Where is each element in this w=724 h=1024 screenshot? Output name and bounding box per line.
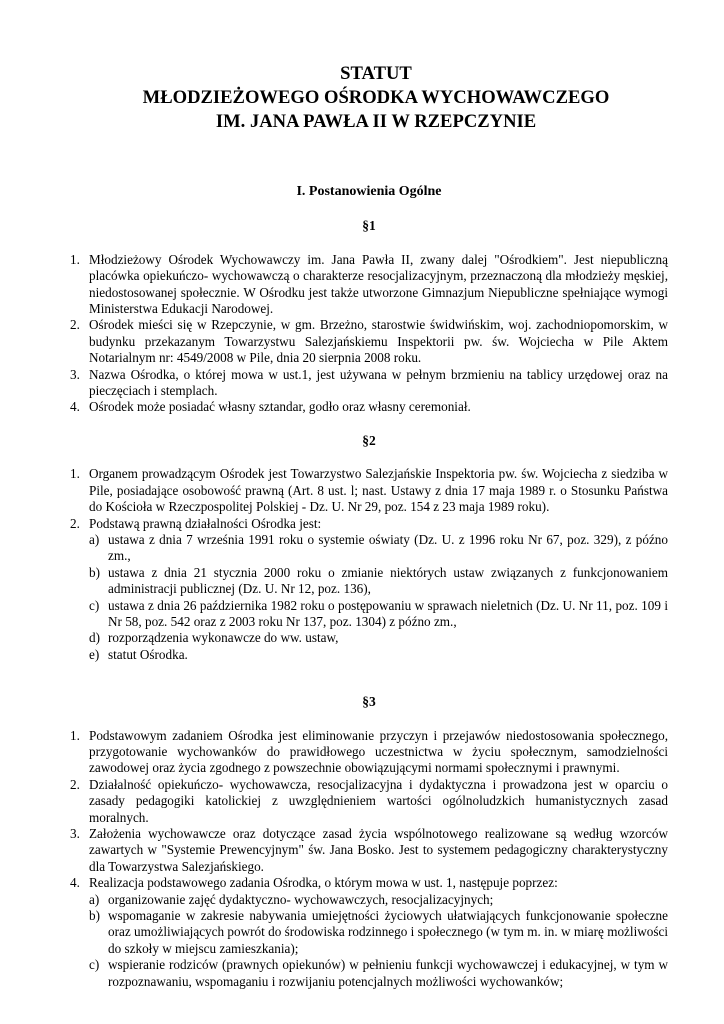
- sub-list-item: [89, 892, 668, 908]
- sub-item-text: ustawa z dnia 7 września 1991 roku o systemie oświaty (Dz. U. z 1996 roku Nr 67, poz. 329), z późno zm.,: [108, 531, 668, 564]
- list-item: [70, 516, 668, 664]
- paragraph-1-list: [70, 252, 668, 416]
- sub-list-item: [89, 598, 668, 631]
- list-item: [70, 466, 668, 515]
- item-number: 2.: [70, 776, 80, 792]
- list-item: [70, 317, 668, 366]
- sub-list-item: [89, 565, 668, 598]
- item-number: 2.: [70, 317, 80, 333]
- list-item: [70, 252, 668, 318]
- item-letter: c): [89, 957, 100, 973]
- list-item: [70, 367, 668, 400]
- sub-list-item: [89, 647, 668, 663]
- document-title: [84, 62, 668, 134]
- title-line-3: IM. JANA PAWŁA II W RZEPCZYNIE: [215, 111, 537, 132]
- item-text: Młodzieżowy Ośrodek Wychowawczy im. Jana Pawła II, zwany dalej "Ośrodkiem". Jest niepubliczną placówka opiekuńczo- wychowawczą o charakterze resocjalizacyjnym, przeznaczoną dla młodzieży męskiej, niedostosowanej społecznie. W Ośrodku jest także utworzone Gimnazjum Niepubliczne spełniające wymogi Ministerstwa Edukacji Narodowej.: [89, 251, 668, 317]
- sub-list-item: [89, 957, 668, 990]
- item-letter: b): [89, 908, 100, 924]
- item-number: 1.: [70, 727, 80, 743]
- title-line-1: STATUT: [340, 63, 412, 84]
- item-letter: a): [89, 891, 100, 907]
- list-item: [70, 399, 668, 415]
- sub-list-item: [89, 532, 668, 565]
- item-text: Nazwa Ośrodka, o której mowa w ust.1, jest używana w pełnym brzmieniu na tablicy urzędowej oraz na pieczęciach i stemplach.: [89, 366, 668, 399]
- item-letter: c): [89, 597, 100, 613]
- item-letter: b): [89, 564, 100, 580]
- item-number: 1.: [70, 466, 80, 482]
- item-number: 2.: [70, 515, 80, 531]
- sub-item-text: wspieranie rodziców (prawnych opiekunów) w pełnieniu funkcji wychowawczej i edukacyjnej, w tym w rozpoznawaniu, wspomaganiu i rozwijaniu potencjalnych możliwości wychowanków;: [108, 957, 668, 989]
- item-text: Ośrodek mieści się w Rzepczynie, w gm. Brzeżno, starostwie świdwińskim, woj. zachodniopomorskim, w budynku przekazanym Towarzystwu Salezjańskiemu Inspektorii pw. św. Wojciecha w Pile Aktem Notarialnym nr: 4549/2008 w Pile, dnia 20 sierpnia 2008 roku.: [89, 317, 668, 366]
- sub-item-text: rozporządzenia wykonawcze do ww. ustaw,: [108, 630, 339, 646]
- item-letter: a): [89, 531, 100, 547]
- item-number: 3.: [70, 826, 80, 841]
- paragraph-heading-3: §3: [362, 694, 376, 710]
- item-number: 4.: [70, 875, 80, 891]
- list-item: [70, 777, 668, 826]
- sub-item-text: wspomaganie w zakresie nabywania umiejętności życiowych ułatwiających funkcjonowanie społeczne oraz umożliwiających powrót do środowiska rodzinnego i społecznego (w tym m. in. w miarę możliwości do szkoły w miejscu zamieszkania);: [108, 908, 668, 956]
- sub-item-text: ustawa z dnia 26 października 1982 roku o postępowaniu w sprawach nieletnich (Dz. U. Nr 11, poz. 109 i Nr 58, poz. 542 oraz z 2003 roku Nr 137, poz. 1304) z późno zm.,: [108, 597, 668, 629]
- item-text: Realizacja podstawowego zadania Ośrodka, o którym mowa w ust. 1, następuje poprzez:: [89, 875, 558, 891]
- item-text: Założenia wychowawcze oraz dotyczące zasad życia wspólnotowego realizowane są według wzorców zawartych w "Systemie Prewencyjnym" św. Jana Bosko. Jest to systemem pedagogiczny charakterystyczny dla Towarzystwa Salezjańskiego.: [89, 826, 668, 874]
- item-text: Działalność opiekuńczo- wychowawcza, resocjalizacyjna i dydaktyczna i prowadzona jest w oparciu o zasady pedagogiki katolickiej z uwzględnieniem wartości ogólnoludzkich humanistycznych zasad moralnych.: [89, 776, 668, 825]
- sub-list: [89, 532, 668, 663]
- item-letter: d): [89, 630, 100, 646]
- item-text: Ośrodek może posiadać własny sztandar, godło oraz własny ceremoniał.: [89, 399, 471, 415]
- item-letter: e): [89, 646, 100, 662]
- paragraph-heading-2: §2: [362, 432, 376, 448]
- title-line-2: MŁODZIEŻOWEGO OŚRODKA WYCHOWAWCZEGO: [142, 87, 610, 108]
- sub-list: [89, 892, 668, 990]
- list-item: [70, 728, 668, 777]
- sub-item-text: ustawa z dnia 21 stycznia 2000 roku o zmianie niektórych ustaw związanych z funkcjonowaniem administracji publicznej (Dz. U. Nr 12, poz. 136),: [108, 564, 668, 597]
- item-text: Podstawą prawną działalności Ośrodka jest:: [89, 515, 322, 531]
- item-text: Organem prowadzącym Ośrodek jest Towarzystwo Salezjańskie Inspektoria pw. św. Wojciecha z siedziba w Pile, posiadające osobowość prawną (Art. 8 ust. l; nast. Ustawy z dnia 17 maja 1989 r. o Stosunku Państwa do Kościoła w Rzeczpospolitej Polskiej - Dz. U. Nr 29, poz. 154 z 23 maja 1989 roku).: [89, 466, 668, 515]
- item-number: 3.: [70, 366, 80, 382]
- paragraph-3-list: [70, 728, 668, 991]
- list-item: [70, 875, 668, 990]
- sub-list-item: [89, 630, 668, 646]
- sub-item-text: organizowanie zajęć dydaktyczno- wychowawczych, resocjalizacyjnych;: [108, 891, 494, 907]
- item-number: 4.: [70, 399, 80, 415]
- item-number: 1.: [70, 251, 80, 267]
- sub-list-item: [89, 908, 668, 957]
- item-text: Podstawowym zadaniem Ośrodka jest eliminowanie przyczyn i przejawów niedostosowania społecznego, przygotowanie wychowanków do prawidłowego uczestnictwa w życiu społecznym, samodzielności zawodowej oraz życia zgodnego z powszechnie obowiązującymi normami społecznymi i prawnymi.: [89, 727, 668, 776]
- paragraph-2-list: [70, 466, 668, 663]
- sub-item-text: statut Ośrodka.: [108, 646, 188, 662]
- section-heading: I. Postanowienia Ogólne: [296, 184, 442, 199]
- paragraph-heading-1: §1: [362, 218, 376, 234]
- list-item: [70, 826, 668, 875]
